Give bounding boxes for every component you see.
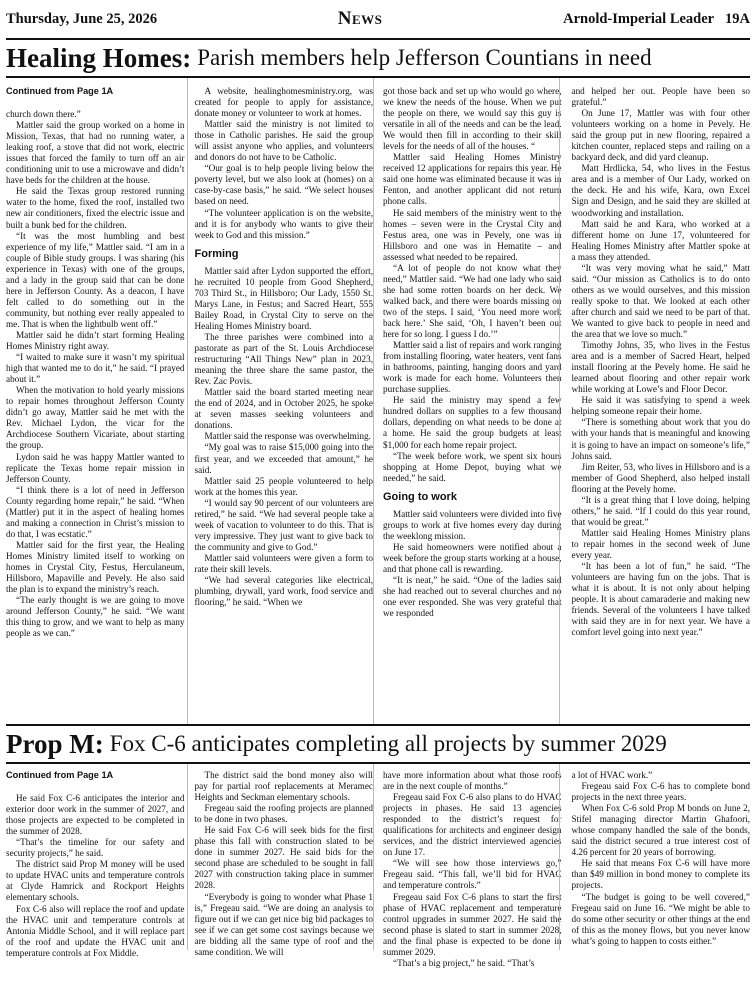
paragraph: Lydon said he was happy Mattler wanted to replicate the Texas home repair mission in Jefferson County. bbox=[6, 451, 185, 484]
paragraph: Fregeau said Fox C-6 plans to start the first phase of HVAC replacement and temperature control upgrades in summer 2027. He said the second phase is slated to start in summer 2028, and the final phase is expected to be done in summer 2029. bbox=[383, 891, 562, 957]
column-rule bbox=[373, 764, 374, 950]
story1-continued-label: Continued from Page 1A bbox=[6, 86, 114, 96]
paragraph: Mattler said the ministry is not limited to those in Catholic parishes. He said the group will assist anyone who applies, and volunteers and donors do not have to be Catholic. bbox=[194, 119, 373, 163]
paragraph: Fregeau said Fox C-6 has to complete bond projects in the next three years. bbox=[571, 781, 750, 803]
section-name: News bbox=[337, 8, 383, 29]
paragraph: “We will see how those interviews go,” Fregeau said. “This fall, we’ll bid for HVAC and temperature controls.” bbox=[383, 858, 562, 891]
paragraph: The three parishes were combined into a pastorate as part of the St. Louis Archdiocese restructuring “All Things New” plan in 2023, meaning the three share the same pastor, the Rev. Zac Povis. bbox=[194, 331, 373, 387]
paragraph: He said homeowners were notified about a week before the group starts working at a house, and that phone call is rewarding. bbox=[383, 541, 562, 574]
paragraph: The district said Prop M money will be used to update HVAC units and temperature controls at Clyde Hamrick and Rockport Heights elementary schools. bbox=[6, 859, 185, 903]
paragraph: Matt said he and Kara, who worked at a different home on June 17, volunteered for Healing Homes Ministry after Mattler spoke at a mass they attended. bbox=[571, 218, 750, 262]
paragraph: When the motivation to hold yearly missions to repair homes throughout Jefferson County didn’t go away, Mattler said he met with the Rev. Michael Lydon, the vicar for the Archdiocese Southern Vicariate, about starting the group. bbox=[6, 385, 185, 451]
story1-headline-main: Healing Homes: bbox=[6, 42, 192, 73]
story1-column-1 bbox=[6, 86, 185, 724]
paragraph: “It is neat,” he said. “One of the ladies said she had reached out to several churches and no one ever responded. She was very grateful that we responded bbox=[383, 575, 562, 619]
paragraph: Mattler said volunteers were divided into five groups to work at five homes every day during the weeklong mission. bbox=[383, 508, 562, 541]
story1-headline bbox=[6, 40, 750, 78]
story2-headline-sub: Fox C-6 anticipates completing all projects by summer 2029 bbox=[109, 731, 667, 756]
column-rule bbox=[559, 764, 560, 950]
paragraph: Fregeau said Fox C-6 also plans to do HVAC projects in phases. He said 13 agencies responded to the district’s request for qualifications for architects and engineer design services, and the district interviewed agencies on June 17. bbox=[383, 792, 562, 858]
paragraph: On June 17, Mattler was with four other volunteers working on a home in Pevely. He said the group put in new flooring, repaired a kitchen counter, replaced steps and railing on a backyard deck, and did yard cleanup. bbox=[571, 108, 750, 163]
story1-body bbox=[6, 78, 750, 724]
paragraph: “We had several categories like electrical, plumbing, drywall, yard work, food service and flooring,” he said. “When we bbox=[194, 575, 373, 608]
paragraph: have more information about what those roofs are in the next couple of months.” bbox=[383, 770, 562, 792]
paragraph: a lot of HVAC work.” bbox=[571, 770, 653, 780]
subhead-forming: Forming bbox=[194, 247, 239, 260]
paragraph: “It has been a lot of fun,” he said. “The volunteers are having fun on the jobs. That is what it is about. It is not only about helping people. It is about camaraderie and making new friends. Several of the volunteers I have talked with said they are in for next year. We have a comfort level going into next year.” bbox=[571, 561, 750, 638]
paragraph: “I waited to make sure it wasn’t my spiritual high that wanted me to do it,” he said. “I prayed about it.” bbox=[6, 352, 185, 385]
paragraph: got those back and set up who would go where, we knew the needs of the house. When we put the people on there, we would say this guy is versatile in all of the needs and can be the lead. We would then fill in according to their skill levels for the needs of all of the houses. “ bbox=[383, 86, 562, 152]
paragraph: Mattler said the board started meeting near the end of 2024, and in October 2025, he spoke at seven masses seeking volunteers and donations. bbox=[194, 387, 373, 431]
paragraph: “The budget is going to be well covered,” Fregeau said on June 16. “We might be able to do some other security or other things at the end of this as the money flows, but you never know what’s going to happen to costs either.” bbox=[571, 891, 750, 946]
column-rule bbox=[187, 764, 188, 950]
paragraph: He said members of the ministry went to the homes – seven were in the Crystal City and Festus area, one was in Pevely, one was in Hillsboro and one was in Hematite – and assessed what needed to be repaired. bbox=[383, 207, 562, 262]
paragraph: Mattler said volunteers were given a form to rate their skill levels. bbox=[194, 552, 373, 574]
masthead bbox=[6, 0, 750, 40]
paragraph: “There is something about work that you do with your hands that is meaningful and knowing it is going to have an impact on someone’s life,” Johns said. bbox=[571, 417, 750, 461]
paragraph: He said it was satisfying to spend a week helping someone repair their home. bbox=[571, 395, 750, 417]
paragraph: “The volunteer application is on the website, and it is for anybody who wants to give their week to God and this mission.” bbox=[194, 207, 373, 240]
paragraph: church down there.” bbox=[6, 109, 81, 120]
paragraph: “It was very moving what he said,” Matt said. “Our mission as Catholics is to do onto others as we would ourselves, and this mission really spoke to that. We looked at each other after church and said we need to be part of that. We wanted to give back to people in need and the area that we love so much.” bbox=[571, 262, 750, 340]
story2-column-2 bbox=[195, 770, 374, 969]
story1-column-2 bbox=[195, 86, 374, 724]
paragraph: He said Fox C-6 will seek bids for the first phase this fall with construction slated to be done in summer 2027. He said bids for the second phase are scheduled to be sought in fall 2027 with construction taking place in summer 2028. bbox=[194, 825, 373, 891]
page-number: 19A bbox=[725, 10, 750, 27]
paragraph: The district said the bond money also will pay for partial roof replacements at Meramec Heights and Seckman elementary schools. bbox=[194, 770, 373, 803]
paragraph: “It was the most humbling and best experience of my life,” Mattler said. “I am in a couple of Bible study groups. I was sharing (his experience in Texas) with one of the groups, and a lady in the group said that can be done here in Jefferson County. As a deacon, I have felt called to do something out in the community, but nothing ever really appealed to me. That is when the lightbulb went off.” bbox=[6, 230, 185, 329]
paragraph: He said the Texas group restored running water to the home, fixed the roof, installed two new air conditioners, fixed the electric issue and built a bunk bed for the children. bbox=[6, 186, 185, 230]
story1-column-4 bbox=[572, 86, 751, 724]
paragraph: Fox C-6 also will replace the roof and update the HVAC unit and temperature controls at Antonia Middle School, and it will replace part of the roof and update the HVAC unit and temperature controls at Fox Middle. bbox=[6, 903, 185, 958]
story2-column-4 bbox=[572, 770, 751, 969]
paragraph: Jim Reiter, 53, who lives in Hillsboro and is a member of Good Shepherd, also helped install flooring at the Pevely home. bbox=[571, 461, 750, 494]
paragraph: Mattler said Healing Homes Ministry plans to repair homes in the second week of June every year. bbox=[571, 527, 750, 560]
paragraph: “My goal was to raise $15,000 going into the first year, and we exceeded that amount,” he said. bbox=[194, 442, 373, 475]
paragraph: “Our goal is to help people living below the poverty level, but we also look at (homes) on a case-by-case basis,” he said. “We select houses based on need. bbox=[194, 163, 373, 207]
paragraph: “That’s the timeline for our safety and security projects,” he said. bbox=[6, 837, 185, 859]
paragraph: “It is a great thing that I love doing, helping others,” he said. “If I could do this year round, that would be great.” bbox=[571, 494, 750, 527]
paragraph: Matt Hrdlicka, 54, who lives in the Festus area and is a member of Our Lady, worked on the deck. He and his wife, Kara, own Excel Sign and Design, and he said they are skilled at woodworking and installation. bbox=[571, 163, 750, 218]
story2-headline bbox=[6, 726, 750, 764]
paragraph: Mattler said he didn’t start forming Healing Homes Ministry right away. bbox=[6, 329, 185, 352]
paragraph: He said the ministry may spend a few hundred dollars on supplies to a few thousand dollars, depending on what needs to be done at a home. He said the group budgets at least $1,000 for each home repair project. bbox=[383, 395, 562, 450]
subhead-going-to-work: Going to work bbox=[383, 490, 457, 503]
paragraph: Mattler said after Lydon supported the effort, he recruited 10 people from Good Shepherd, 703 Third St., in Hillsboro; Our Lady, 1550 St. Marys Lane, in Festus; and Sacred Heart, 555 Bailey Road, in Crystal City to serve on the Healing Homes Ministry board. bbox=[194, 265, 373, 331]
paragraph: Fregeau said the roofing projects are planned to be done in two phases. bbox=[194, 803, 373, 825]
paragraph: “The early thought is we are going to move around Jefferson County,” he said. “We want this thing to grow, and we want to help as many people as we can.” bbox=[6, 595, 185, 639]
paragraph: Timothy Johns, 35, who lives in the Festus area and is a member of Sacred Heart, helped install flooring at the Pevely home. He said he learned about flooring and other repair work while working at Lowe’s and Floor Decor. bbox=[571, 340, 750, 395]
story2-headline-main: Prop M: bbox=[6, 728, 104, 759]
paragraph: “The week before work, we spent six hours shopping at Home Depot, buying what we needed,” he said. bbox=[383, 450, 562, 483]
paragraph: “A lot of people do not know what they need,” Mattler said. “We had one lady who said she had some rotten boards on her deck. We walked back, and there were boards missing on two of the steps. I said, ‘You need more work back here.’ She said, ‘Oh, I haven’t been out here for so long. I guess I do.’” bbox=[383, 262, 562, 340]
story2-column-3 bbox=[383, 770, 562, 969]
paragraph: Mattler said the group worked on a home in Mission, Texas, that had no running water, a leaking roof, a stove that did not work, electric issues that forced the family to turn off an air conditioning unit to use a microwave and didn’t have beds for the children at the house. bbox=[6, 120, 185, 186]
paragraph: “I think there is a lot of need in Jefferson County regarding home repair,” he said. “When (Mattler) put it in the aspect of healing homes and making a connection in Christ’s mission to do that, I was ecstatic.” bbox=[6, 484, 185, 539]
column-rule bbox=[559, 78, 560, 724]
paper-name-page bbox=[563, 11, 750, 28]
paragraph: Mattler said a list of repairs and work ranging from installing flooring, water heaters, vent fans in bathrooms, painting, hanging doors and yard work is made for each home. Volunteers then purchase supplies. bbox=[383, 340, 562, 395]
paragraph: He said Fox C-6 anticipates the interior and exterior door work in the summer of 2027, and those projects are expected to be completed in the summer of 2028. bbox=[6, 793, 185, 837]
paragraph: He said that means Fox C-6 will have more than $49 million in bond money to complete its projects. bbox=[571, 858, 750, 891]
column-rule bbox=[373, 78, 374, 724]
story2-continued-label: Continued from Page 1A bbox=[6, 770, 114, 780]
story1-column-3 bbox=[383, 86, 562, 724]
paragraph: When Fox C-6 sold Prop M bonds on June 2, Stifel managing director Martin Ghafoori, whose company handled the sale of the bonds, said the district secured a true interest cost of 4.26 percent for 20 years of borrowing. bbox=[571, 803, 750, 858]
paragraph: Mattler said 25 people volunteered to help work at the homes this year. bbox=[194, 475, 373, 497]
paragraph: Mattler said for the first year, the Healing Homes Ministry limited itself to working on homes in Crystal City, Festus, Herculaneum, Hillsboro, Mapaville and Pevely. He also said the plan is to expand the ministry’s reach. bbox=[6, 539, 185, 595]
column-rule bbox=[187, 78, 188, 724]
story2-body bbox=[6, 764, 750, 968]
paragraph: “That’s a big project,” he said. “That’s bbox=[393, 957, 535, 968]
paragraph: A website, healinghomesministry.org, was created for people to apply for assistance, donate money or volunteer to work at homes. bbox=[194, 86, 373, 119]
story2-column-1 bbox=[6, 770, 185, 969]
paragraph: Mattler said Healing Homes Ministry received 12 applications for repairs this year. He said one home was eliminated because it was in Fenton, and another applicant did not return phone calls. bbox=[383, 152, 562, 207]
story1-headline-sub: Parish members help Jefferson Countians in need bbox=[197, 45, 652, 70]
paper-name: Arnold-Imperial Leader bbox=[563, 10, 715, 27]
issue-date: Thursday, June 25, 2026 bbox=[6, 10, 158, 27]
paragraph: “I would say 90 percent of our volunteers are retired,” he said. “We had several people take a week of vacation to volunteer to do this. That is very impressive. They just want to give back to the community and give to God.” bbox=[194, 497, 373, 552]
paragraph: “Everybody is going to wonder what Phase 1 is,” Fregeau said. “We are doing an analysis to figure out if we can get nice big bid packages to see if we can get some cost savings because we are bidding all the same type of roof and the same condition. We will bbox=[194, 891, 373, 957]
paragraph: Mattler said the response was overwhelming. bbox=[204, 431, 371, 442]
paragraph: and helped her out. People have been so grateful.” bbox=[571, 86, 750, 108]
